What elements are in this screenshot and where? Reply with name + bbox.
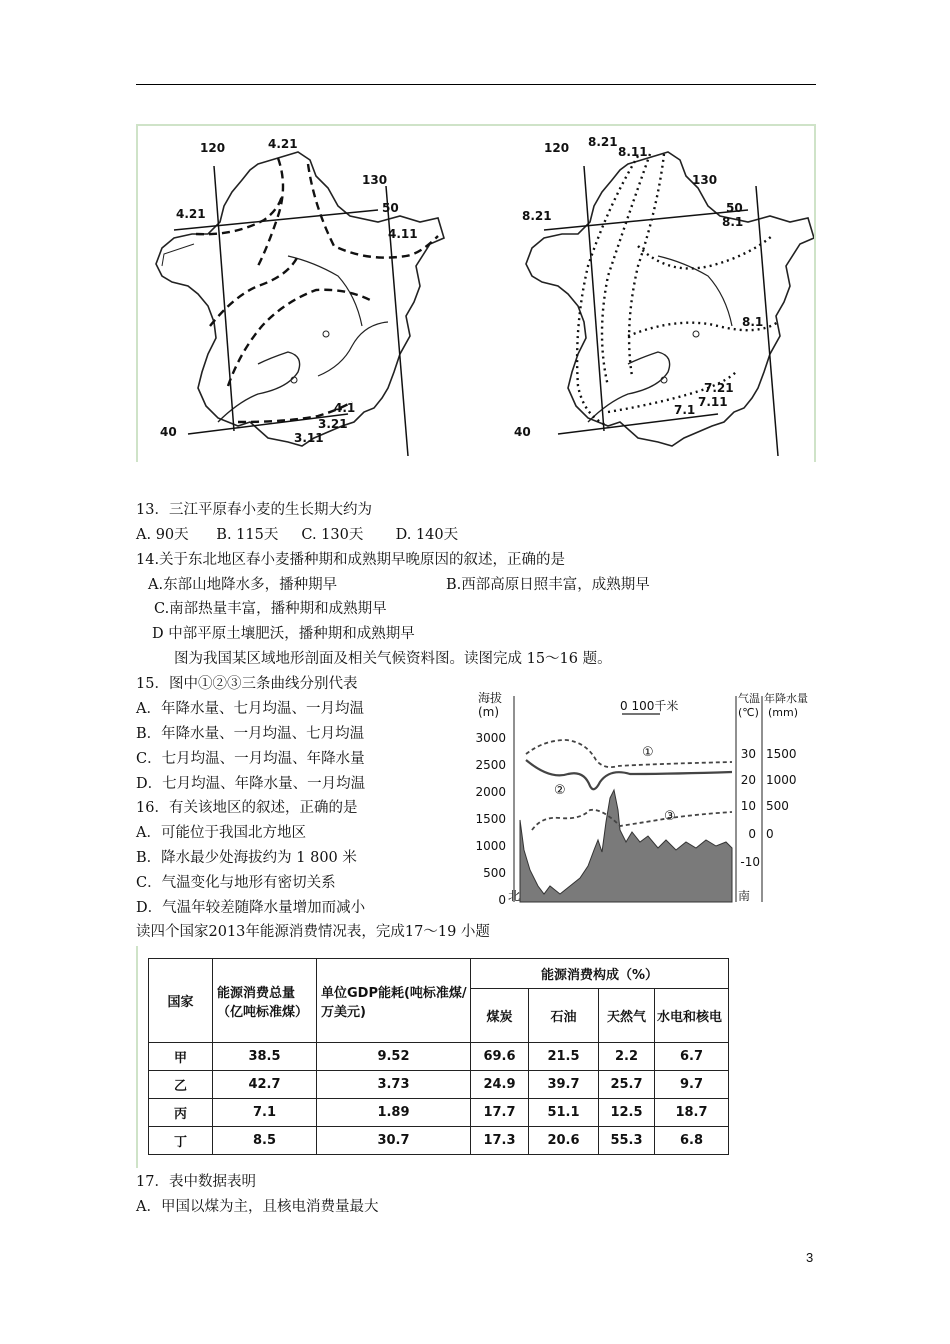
q16-option-c: C．气温变化与地形有密切关系 — [136, 875, 336, 891]
terrain-profile-figure — [470, 690, 810, 915]
header-total: 能源消费总量（亿吨标准煤） — [213, 959, 317, 1043]
q15-option-d: D．七月均温、年降水量、一月均温 — [136, 776, 366, 792]
table-cell: 乙 — [149, 1071, 213, 1099]
header-gas: 天然气 — [599, 989, 655, 1043]
q16-option-a: A．可能位于我国北方地区 — [136, 825, 306, 841]
elevation-tick: 3000 — [475, 731, 506, 745]
q16-option-d: D．气温年较差随降水量增加而减小 — [136, 900, 366, 916]
table-cell: 7.1 — [213, 1099, 317, 1127]
q14-option-a: A.东部山地降水多，播种期早 — [148, 577, 338, 593]
intro-15-16: 图为我国某区域地形剖面及相关气候资料图。读图完成 15～16 题。 — [174, 651, 612, 667]
scale-bar-label: 0 100千米 — [620, 699, 679, 713]
q13-stem: 13．三江平原春小麦的生长期大约为 — [136, 502, 372, 518]
precipitation-tick: 500 — [766, 799, 789, 813]
table-cell: 69.6 — [471, 1043, 529, 1071]
header-country: 国家 — [149, 959, 213, 1043]
page-number: 3 — [806, 1250, 814, 1265]
q14-option-d: D 中部平原土壤肥沃，播种期和成熟期早 — [152, 626, 415, 642]
precipitation-tick: 0 — [766, 827, 774, 841]
right-date-label: 7.21 — [704, 381, 734, 395]
table-cell: 21.5 — [529, 1043, 599, 1071]
table-row — [149, 1099, 729, 1127]
left-map-sowing — [156, 137, 444, 456]
energy-consumption-table — [148, 958, 729, 1155]
table-cell: 25.7 — [599, 1071, 655, 1099]
q15-option-a: A．年降水量、七月均温、一月均温 — [136, 701, 364, 717]
curve-2-label: ② — [554, 783, 566, 798]
table-cell: 8.5 — [213, 1127, 317, 1155]
temperature-tick: -10 — [740, 855, 760, 869]
right-lon-130: 130 — [692, 173, 718, 187]
table-cell: 丙 — [149, 1099, 213, 1127]
table-cell: 9.52 — [317, 1043, 471, 1071]
temperature-tick: 20 — [740, 773, 756, 787]
temperature-tick: 0 — [748, 827, 756, 841]
header-gdp-energy: 单位GDP能耗(吨标准煤/万美元) — [317, 959, 471, 1043]
header-oil: 石油 — [529, 989, 599, 1043]
temperature-axis-unit: (℃) — [738, 706, 759, 719]
right-date-label: 8.1 — [742, 315, 764, 329]
table-row — [149, 1071, 729, 1099]
curve-1-line — [526, 740, 732, 767]
table-cell: 1.89 — [317, 1099, 471, 1127]
table-cell: 9.7 — [655, 1071, 729, 1099]
temperature-axis-title: 气温 — [738, 692, 760, 705]
q17-stem: 17．表中数据表明 — [136, 1174, 256, 1190]
curve-3-label: ③ — [664, 809, 676, 824]
left-date-label: 4.21 — [176, 207, 206, 221]
table-cell: 51.1 — [529, 1099, 599, 1127]
table-cell: 30.7 — [317, 1127, 471, 1155]
right-date-label: 8.11 — [618, 145, 648, 159]
precipitation-tick: 1500 — [766, 747, 797, 761]
south-label: 南 — [738, 889, 751, 903]
table-cell: 2.2 — [599, 1043, 655, 1071]
table-cell: 24.9 — [471, 1071, 529, 1099]
elevation-tick: 0 — [498, 893, 506, 907]
elevation-tick: 500 — [483, 866, 506, 880]
intro-17-19: 读四个国家2013年能源消费情况表，完成17～19 小题 — [136, 924, 490, 940]
q15-option-c: C．七月均温、一月均温、年降水量 — [136, 751, 365, 767]
right-date-label: 8.21 — [522, 209, 552, 223]
left-lat-40: 40 — [160, 425, 177, 439]
header-structure: 能源消费构成（%） — [471, 959, 729, 989]
left-date-label: 4.21 — [268, 137, 298, 151]
right-map-harvest — [514, 135, 814, 456]
left-date-label: 4.11 — [388, 227, 418, 241]
left-date-label: 3.11 — [294, 431, 324, 445]
right-lon-120: 120 — [544, 141, 570, 155]
table-cell: 12.5 — [599, 1099, 655, 1127]
elevation-tick: 2500 — [475, 758, 506, 772]
q17-option-a: A．甲国以煤为主，且核电消费量最大 — [136, 1199, 379, 1215]
table-cell: 17.7 — [471, 1099, 529, 1127]
table-cell: 丁 — [149, 1127, 213, 1155]
header-hydro-nuclear: 水电和核电 — [655, 989, 729, 1043]
right-date-label: 7.1 — [674, 403, 696, 417]
table-cell: 甲 — [149, 1043, 213, 1071]
right-lat-40: 40 — [514, 425, 531, 439]
curve-3-line — [532, 810, 732, 830]
precipitation-tick: 1000 — [766, 773, 797, 787]
header-rule — [136, 84, 816, 85]
right-date-label: 7.11 — [698, 395, 728, 409]
table-cell: 17.3 — [471, 1127, 529, 1155]
table-cell: 39.7 — [529, 1071, 599, 1099]
wheat-phenology-maps — [136, 124, 816, 462]
energy-table-figure — [136, 946, 738, 1168]
right-date-label: 8.1 — [722, 215, 744, 229]
table-cell: 6.7 — [655, 1043, 729, 1071]
precipitation-axis-unit: (mm) — [768, 706, 799, 719]
right-date-label: 8.21 — [588, 135, 618, 149]
left-date-label: 4.1 — [334, 401, 356, 415]
left-lon-120: 120 — [200, 141, 226, 155]
q14-stem: 14.关于东北地区春小麦播种期和成熟期早晚原因的叙述，正确的是 — [136, 552, 566, 568]
elevation-tick: 1500 — [475, 812, 506, 826]
temperature-tick: 10 — [740, 799, 756, 813]
terrain-profile-area — [520, 790, 732, 902]
table-cell: 20.6 — [529, 1127, 599, 1155]
q16-stem: 16．有关该地区的叙述，正确的是 — [136, 800, 358, 816]
q14-option-c: C.南部热量丰富，播种期和成熟期早 — [154, 601, 387, 617]
right-lat-50: 50 — [726, 201, 743, 215]
table-cell: 18.7 — [655, 1099, 729, 1127]
maps-figure — [138, 126, 814, 462]
curve-1-label: ① — [642, 745, 654, 760]
elevation-axis-title: 海拔 — [478, 691, 503, 705]
q16-option-b: B．降水最少处海拔约为 1 800 米 — [136, 850, 357, 866]
table-row — [149, 1043, 729, 1071]
elevation-tick: 2000 — [475, 785, 506, 799]
q14-option-b: B.西部高原日照丰富，成熟期早 — [446, 577, 650, 593]
header-coal: 煤炭 — [471, 989, 529, 1043]
table-cell: 38.5 — [213, 1043, 317, 1071]
q13-options: A. 90天 B. 115天 C. 130天 D. 140天 — [136, 527, 459, 543]
left-lat-50: 50 — [382, 201, 399, 215]
elevation-axis-unit: (m) — [478, 705, 500, 719]
table-cell: 55.3 — [599, 1127, 655, 1155]
elevation-tick: 1000 — [475, 839, 506, 853]
table-cell: 3.73 — [317, 1071, 471, 1099]
temperature-tick: 30 — [740, 747, 756, 761]
table-cell: 42.7 — [213, 1071, 317, 1099]
table-cell: 6.8 — [655, 1127, 729, 1155]
left-date-label: 3.21 — [318, 417, 348, 431]
q15-stem: 15．图中①②③三条曲线分别代表 — [136, 676, 358, 692]
precipitation-axis-title: 年降水量 — [764, 692, 808, 705]
q15-option-b: B．年降水量、一月均温、七月均温 — [136, 726, 365, 742]
left-lon-130: 130 — [362, 173, 388, 187]
table-row — [149, 1127, 729, 1155]
north-label: 北 — [508, 889, 521, 903]
